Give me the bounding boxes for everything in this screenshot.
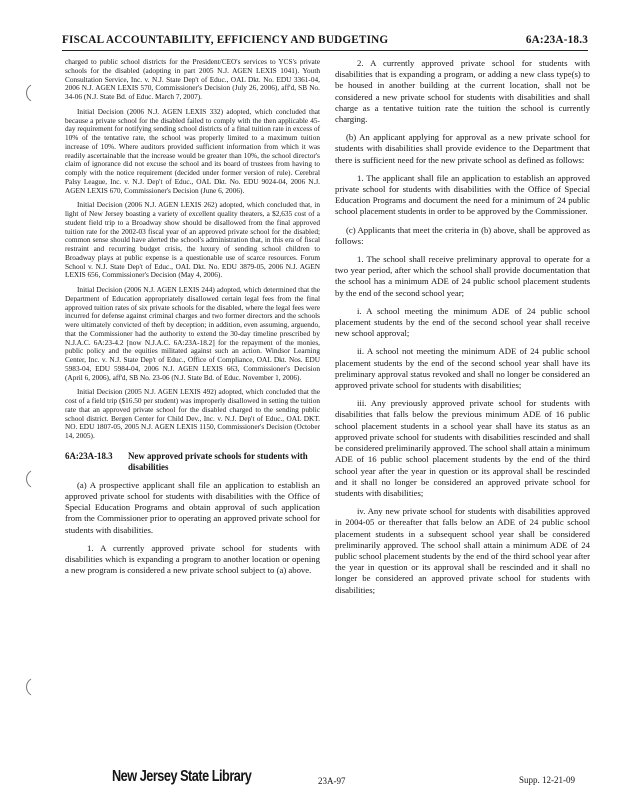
section-title: New approved private schools for students with disabilities xyxy=(128,450,308,472)
rule-paragraph: iii. Any previously approved private school for students with disabilities that falls below the previous minimum ADE of 16 public school placement students in a school year shall have its status as an approved private school for students with disabilities rescinded and shall be considered preliminarily approved. The school shall attain a minimum ADE of 16 public school placement students by the end of the third school year after the year in question or its approval shall be rescinded and it shall no longer be considered an approved private school for students with disabilities; xyxy=(335,398,590,498)
right-column xyxy=(335,58,590,603)
annotation-paragraph: Initial Decision (2005 N.J. AGEN LEXIS 492) adopted, which concluded that the cost of a field trip ($16.50 per student) was improperly disallowed in setting the tuition rate that an approved private school for the disabled charged to the sending public school district. Bergen Center for Child Dev., Inc. v. N.J. Dep't of Educ., OAL DKT. NO. EDU 1807-05, 2005 N.J. AGEN LEXIS 1150, Commissioner's Decision (October 14, 2005). xyxy=(65,387,320,440)
rule-paragraph: 2. A currently approved private school for students with disabilities that is expanding a program, or adding a new class type(s) to be housed in another building at the current location, shall not be considered a new private school for students with disabilities and shall charge as a tentative tuition rate the tuition the school is currently charging. xyxy=(335,58,590,125)
rule-paragraph: 1. The applicant shall file an application to establish an approved private school for students with disabilities with the Office of Special Education Programs and document the need for a minimum of 24 public school placement students in order to be approved by the Commissioner. xyxy=(335,172,590,217)
rule-paragraph: iv. Any new private school for students with disabilities approved in 2004-05 or thereafter that falls below an ADE of 24 public school placement students in a subsequent school year shall be considered preliminarily approved. The school shall attain a minimum ADE of 24 public school placement students by the end of the third school year after the year in question or its approval shall be rescinded and it shall no longer be considered an approved private school for students with disabilities; xyxy=(335,506,590,595)
header-section-number: 6A:23A-18.3 xyxy=(525,34,588,46)
binder-hole-mark xyxy=(22,470,34,488)
section-heading xyxy=(65,451,320,473)
annotation-paragraph: Initial Decision (2006 N.J. AGEN LEXIS 332) adopted, which concluded that because a private school for the disabled failed to comply with the then applicable 45-day requirement for notifying sending school districts of a final tuition rate in excess of 10% of the tentative rate, the school was properly limited to a maximum tuition increase of 10%. Where auditors provided sufficient information from which it was readily ascertainable that the increase would be greater than 10%, the school director's claim of ignorance did not excuse the school and its board of trustees from having to comply with the notice requirement (decided under former version of rule). Cerebral Palsy League, Inc. v. N.J. Dep't of Educ., OAL Dkt. No. EDU 9024-04, 2006 N.J. AGEN LEXIS 670, Commissioner's Decision (June 6, 2006). xyxy=(65,106,320,195)
running-header xyxy=(62,34,588,50)
section-number: 6A:23A-18.3 xyxy=(65,450,113,461)
annotation-paragraph: Initial Decision (2006 N.J. AGEN LEXIS 244) adopted, which determined that the Department of Education appropriately disallowed certain legal fees from the final approved tuition rates of six private schools for the disabled, where the legal fees were incurred for defense against criminal charges and two former directors and the schools were ultimately convicted of theft by deception; in addition, even assuming, arguendo, that the Commissioner had the authority to extend the 30-day timeline prescribed by N.J.A.C. 6A:23-4.2 [now N.J.A.C. 6A:23A-18.2] for the repayment of the monies, public policy and the equities militated against such an action. Windsor Learning Center, Inc. v. N.J. State Dep't of Educ., Office of Compliance, OAL Dkt. Nos. EDU 5983-04, EDU 5984-04, 2006 N.J. AGEN LEXIS 663, Commissioner's Decision (April 6, 2006), aff'd, SB No. 23-06 (N.J. State Bd. of Educ. November 1, 2006). xyxy=(65,285,320,382)
annotation-paragraph: charged to public school districts for the President/CEO's services to YCS's private schools for the disabled (adopting in part 2005 N.J. AGEN LEXIS 1041). Youth Consultation Service, Inc. v. N.J. State Dep't of Educ., OAL Dkt. No. EDU 3361-04, 2006 N.J. AGEN LEXIS 570, Commissioner's Decision (July 26, 2006), aff'd, SB No. 34-06 (N.J. State Bd. of Educ. March 7, 2007). xyxy=(65,57,320,101)
library-watermark: New Jersey State Library xyxy=(112,768,252,785)
rule-paragraph: ii. A school not meeting the minimum ADE of 24 public school placement students by the end of the second school year shall have its preliminary approval status revoked and shall no longer be considered an approved private school for students with disabilities; xyxy=(335,346,590,391)
rule-paragraph: (a) A prospective applicant shall file an application to establish an approved private school for students with disabilities with the Office of Special Education Programs and obtain approval of such application from the Commissioner prior to operating an approved private school for students with disabilities. xyxy=(65,479,320,535)
header-title: FISCAL ACCOUNTABILITY, EFFICIENCY AND BUDGETING xyxy=(62,34,389,46)
rule-paragraph: i. A school meeting the minimum ADE of 24 public school placement students by the end of the second school year shall receive new school approval; xyxy=(335,305,590,339)
supplement-date: Supp. 12-21-09 xyxy=(519,775,575,785)
header-rule xyxy=(62,50,588,51)
rule-paragraph: 1. A currently approved private school for students with disabilities which is expanding a program to another location or opening a new program is considered a new private school subject to (a) above. xyxy=(65,542,320,576)
rule-paragraph: 1. The school shall receive preliminary approval to operate for a two year period, after which the school shall provide documentation that the school has a minimum ADE of 24 public school placement students by the end of the second school year; xyxy=(335,254,590,298)
page-number: 23A-97 xyxy=(318,776,346,786)
binder-hole-mark xyxy=(22,84,34,102)
rule-paragraph: (c) Applicants that meet the criteria in (b) above, shall be approved as follows: xyxy=(335,224,590,246)
rule-paragraph: (b) An applicant applying for approval as a new private school for students with disabilities shall provide evidence to the Department that there is sufficient need for the new private school as defined as follows: xyxy=(335,132,590,165)
annotation-paragraph: Initial Decision (2006 N.J. AGEN LEXIS 262) adopted, which concluded that, in light of New Jersey boasting a variety of excellent quality theaters, a $2,635 cost of a student field trip to a Broadway show should be disallowed from the final approved tuition rate for the 2002-03 fiscal year of an approved private school for the disabled; common sense should have alerted the school's administration that, in this era of fiscal restraint and recurring budget crisis, the luxury of sending school children to Broadway plays at public expense is a questionable use of scarce resources. Forum School v. N.J. State Dep't of Educ., OAL Dkt. No. EDU 3879-05, 2006 N.J. AGEN LEXIS 656, Commissioner's Decision (May 4, 2006). xyxy=(65,200,320,280)
left-column xyxy=(65,58,320,583)
binder-hole-mark xyxy=(22,678,34,696)
